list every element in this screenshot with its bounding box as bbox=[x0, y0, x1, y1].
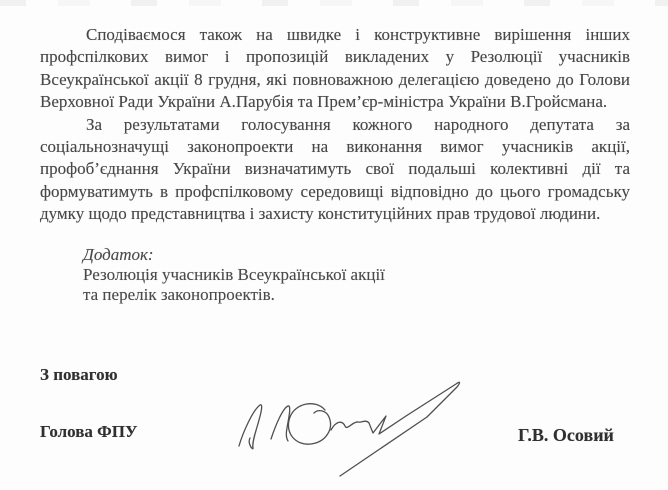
paragraph-line: соціальнозначущі законопроекти на виконання вимог учасників акції, bbox=[40, 137, 630, 157]
signer-position-title: Голова ФПУ bbox=[40, 422, 138, 441]
paragraph-line: Всеукраїнської акції 8 грудня, які повноважною делегацією доведено до Голови bbox=[40, 69, 630, 89]
paragraph-line: Сподіваємося також на швидке і конструктивне вирішення інших bbox=[86, 25, 630, 44]
body-paragraph-2 bbox=[40, 114, 630, 226]
signer-name: Г.В. Осовий bbox=[518, 425, 614, 445]
paragraph-line: Верховної Ради України А.Парубія та Прем’єр-міністра України В.Гройсмана. bbox=[40, 92, 608, 112]
handwritten-signature-icon bbox=[230, 372, 475, 490]
attachment-line: Резолюція учасників Всеукраїнської акції bbox=[83, 265, 385, 284]
scan-artifact-top bbox=[0, 0, 668, 6]
paragraph-line: думку щодо представництва і захисту конституційних прав трудової людини. bbox=[40, 204, 601, 224]
attachment-line: та перелік законопроектів. bbox=[83, 285, 275, 304]
paragraph-line: формуватимуть в профспілковому середовищі відповідно до цього громадську bbox=[40, 181, 630, 201]
body-paragraph-1 bbox=[40, 24, 630, 114]
attachment-block bbox=[83, 245, 385, 305]
letter-body bbox=[40, 24, 630, 226]
paragraph-line: профоб’єднання України визначатимуть свої подальші колективні дії та bbox=[40, 159, 630, 179]
paragraph-line: За результатами голосування кожного народного депутата за bbox=[86, 114, 630, 134]
closing-salutation: З повагою bbox=[40, 365, 118, 384]
paragraph-line: профспілкових вимог і пропозицій викладених у Резолюції учасників bbox=[40, 47, 630, 67]
attachment-label: Додаток: bbox=[83, 245, 154, 264]
